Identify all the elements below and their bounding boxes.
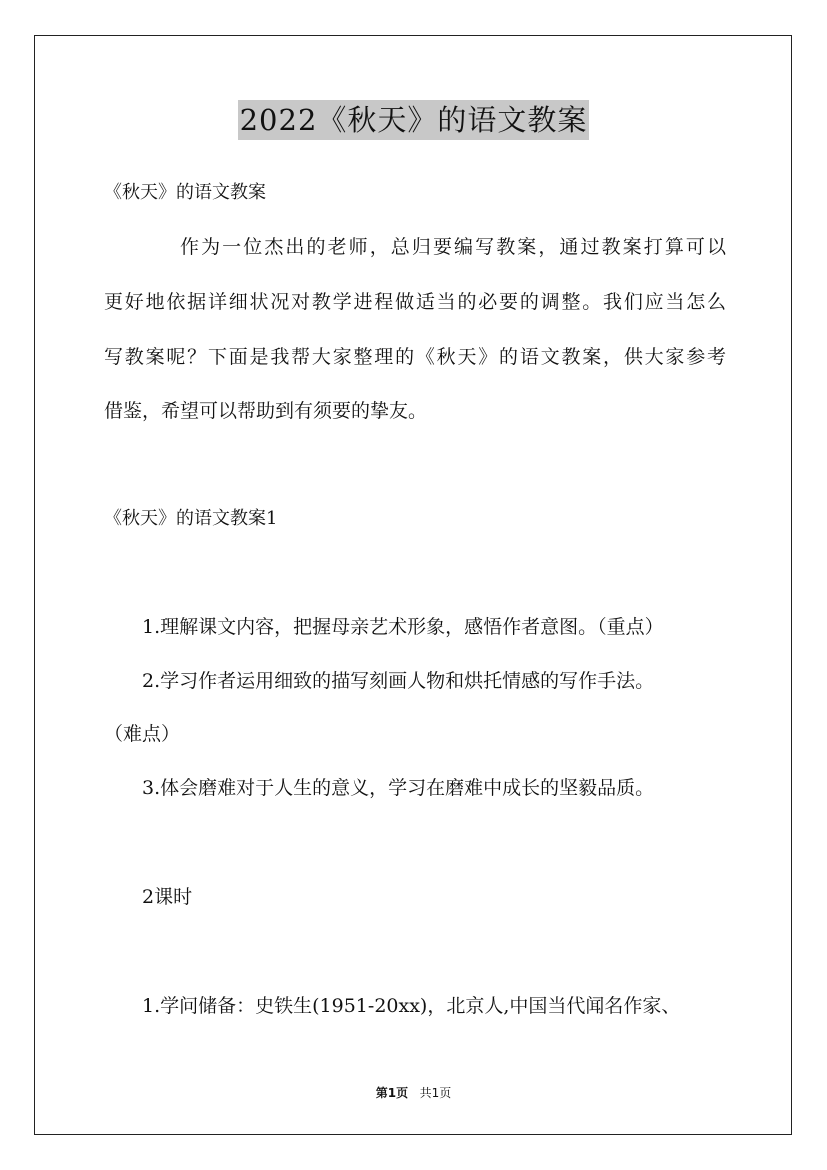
goal-2: 2.学习作者运用细致的描写刻画人物和烘托情感的写作手法。 xyxy=(142,670,655,692)
intro-line-2: 更好地依据详细状况对教学进程做适当的必要的调整。我们应当怎么 xyxy=(104,291,726,313)
goal-3: 3.体会磨难对于人生的意义，学习在磨难中成长的坚毅品质。 xyxy=(142,777,655,799)
intro-line-3: 写教案呢？下面是我帮大家整理的《秋天》的语文教案，供大家参考 xyxy=(104,346,726,368)
goal-2-continued: （难点） xyxy=(104,723,181,745)
intro-line-4: 借鉴，希望可以帮助到有须要的挚友。 xyxy=(104,400,428,422)
goal-1: 1.理解课文内容，把握母亲艺术形象，感悟作者意图。（重点） xyxy=(142,616,664,638)
prep-1: 1.学问储备：史铁生(1951-20xx)，北京人,中国当代闻名作家、 xyxy=(142,995,681,1017)
section-heading: 《秋天》的语文教案1 xyxy=(104,508,278,529)
page-total: 共1页 xyxy=(419,1086,452,1100)
document-title: 2022《秋天》的语文教案 xyxy=(238,100,590,140)
class-hours: 2课时 xyxy=(142,886,193,908)
page-footer xyxy=(0,1084,827,1101)
page-number: 第1页 xyxy=(375,1086,409,1100)
intro-line-1: 作为一位杰出的老师，总归要编写教案，通过教案打算可以 xyxy=(180,236,726,258)
subheading: 《秋天》的语文教案 xyxy=(104,182,266,203)
